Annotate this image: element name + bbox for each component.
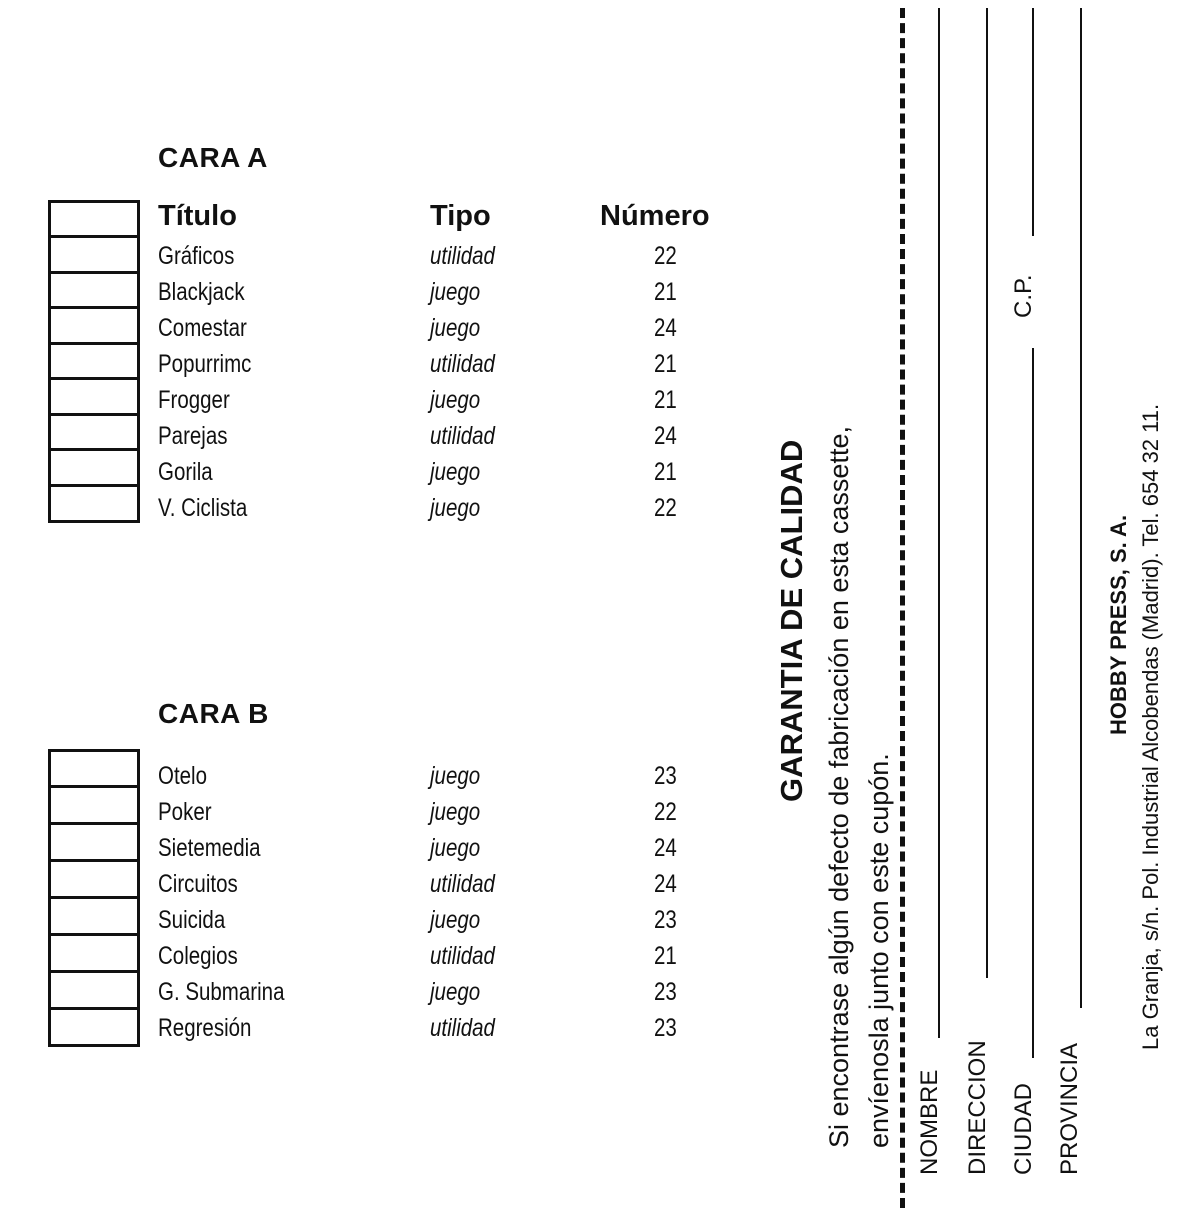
- program-type: juego: [430, 798, 481, 826]
- program-number: 23: [654, 1014, 677, 1042]
- cara-a-title: CARA A: [158, 142, 268, 173]
- field-label-nombre: NOMBRE: [916, 1069, 943, 1175]
- program-type: utilidad: [430, 1014, 495, 1042]
- coupon-text-line-2: envíenosla junto con este cupón.: [864, 753, 894, 1148]
- coupon-heading: GARANTIA DE CALIDAD: [774, 439, 809, 802]
- company-name: HOBBY PRESS, S. A.: [1106, 514, 1131, 735]
- program-title: Gráficos: [158, 242, 235, 270]
- program-type: juego: [430, 906, 481, 934]
- program-number: 21: [654, 458, 677, 486]
- field-label-provincia: PROVINCIA: [1056, 1042, 1083, 1175]
- program-type: juego: [430, 458, 481, 486]
- program-type: utilidad: [430, 870, 495, 898]
- program-type: juego: [430, 762, 481, 790]
- program-number: 23: [654, 906, 677, 934]
- cara-b-title: CARA B: [158, 698, 269, 729]
- field-line-nombre[interactable]: [938, 8, 940, 1038]
- program-title: Colegios: [158, 942, 238, 970]
- program-title: Comestar: [158, 314, 247, 342]
- program-title: G. Submarina: [158, 978, 285, 1006]
- program-title: Regresión: [158, 1014, 252, 1042]
- program-title: Poker: [158, 798, 212, 826]
- cut-line: [900, 8, 905, 1208]
- program-title: Sietemedia: [158, 834, 261, 862]
- program-number: 24: [654, 870, 677, 898]
- program-title: V. Ciclista: [158, 494, 248, 522]
- program-type: juego: [430, 278, 481, 306]
- program-number: 22: [654, 494, 677, 522]
- program-title: Suicida: [158, 906, 226, 934]
- program-type: utilidad: [430, 942, 495, 970]
- program-title: Circuitos: [158, 870, 238, 898]
- program-type: juego: [430, 314, 481, 342]
- program-type: juego: [430, 386, 481, 414]
- program-number: 24: [654, 834, 677, 862]
- field-line-provincia[interactable]: [1080, 8, 1082, 1008]
- program-type: juego: [430, 834, 481, 862]
- program-number: 24: [654, 314, 677, 342]
- program-title: Gorila: [158, 458, 213, 486]
- program-type: juego: [430, 978, 481, 1006]
- program-number: 24: [654, 422, 677, 450]
- program-number: 23: [654, 762, 677, 790]
- field-label-cp: C.P.: [1010, 274, 1037, 318]
- program-number: 21: [654, 386, 677, 414]
- header-tipo: Tipo: [430, 200, 491, 232]
- program-number: 23: [654, 978, 677, 1006]
- program-number: 21: [654, 942, 677, 970]
- program-title: Otelo: [158, 762, 208, 790]
- program-number: 22: [654, 798, 677, 826]
- program-type: utilidad: [430, 350, 495, 378]
- header-titulo: Título: [158, 200, 237, 232]
- program-number: 21: [654, 350, 677, 378]
- program-type: utilidad: [430, 422, 495, 450]
- field-line-direccion[interactable]: [986, 8, 988, 978]
- program-title: Blackjack: [158, 278, 245, 306]
- program-type: juego: [430, 494, 481, 522]
- program-title: Parejas: [158, 422, 228, 450]
- program-number: 22: [654, 242, 677, 270]
- program-number: 21: [654, 278, 677, 306]
- field-label-direccion: DIRECCION: [964, 1040, 991, 1175]
- program-title: Frogger: [158, 386, 230, 414]
- field-line-ciudad[interactable]: [1032, 348, 1034, 1058]
- field-line-cp[interactable]: [1032, 8, 1034, 236]
- header-numero: Número: [600, 200, 710, 232]
- program-title: Popurrimc: [158, 350, 252, 378]
- coupon-text-line-1: Si encontrase algún defecto de fabricación en esta cassette,: [824, 426, 854, 1148]
- program-type: utilidad: [430, 242, 495, 270]
- company-address: La Granja, s/n. Pol. Industrial Alcobendas (Madrid). Tel. 654 32 11.: [1138, 403, 1163, 1050]
- field-label-ciudad: CIUDAD: [1010, 1082, 1037, 1175]
